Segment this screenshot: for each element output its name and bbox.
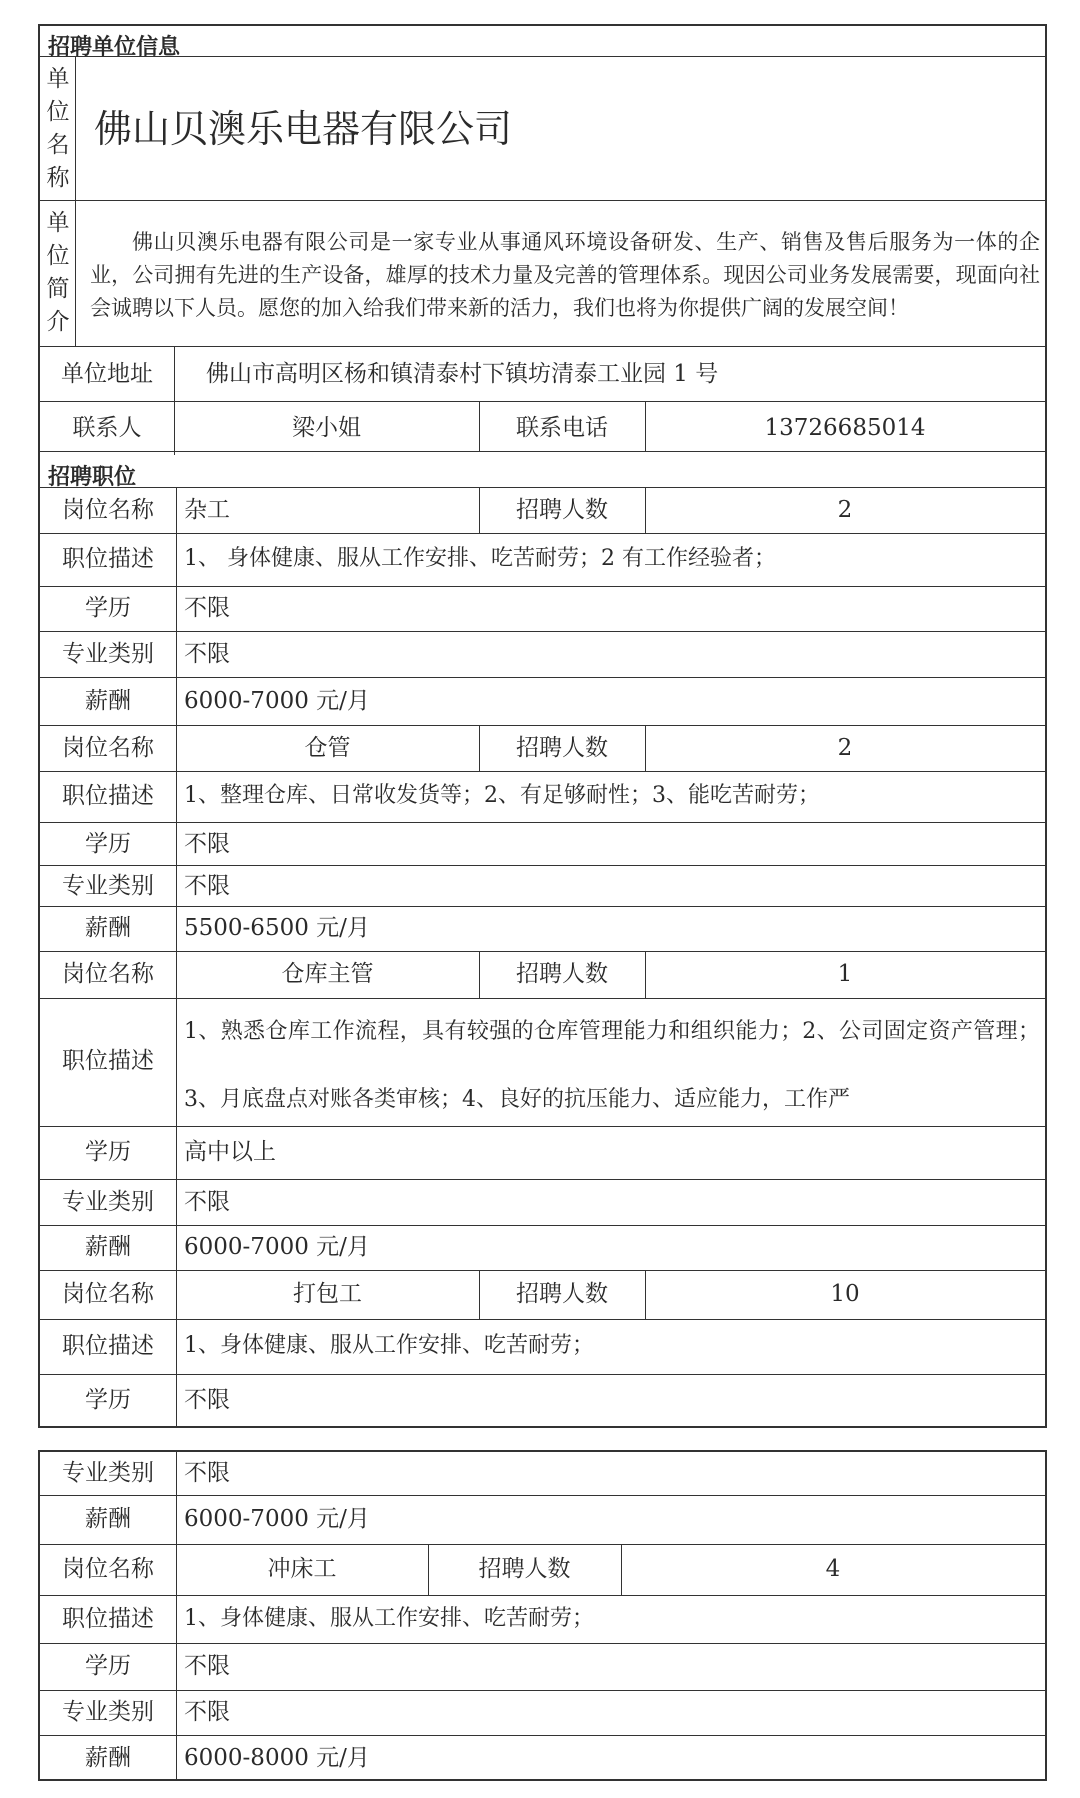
label-post: 岗位名称	[62, 1556, 154, 1582]
row-divider	[40, 1495, 1045, 1496]
label-unit-name: 单位名称	[46, 66, 70, 191]
label-desc: 职位描述	[62, 546, 154, 572]
label-phone: 联系电话	[516, 415, 608, 441]
label-desc: 职位描述	[62, 1048, 154, 1074]
section-title-unit: 招聘单位信息	[48, 34, 181, 60]
job-desc: 1、 身体健康、服从工作安排、吃苦耐劳；2 有工作经验者；	[184, 546, 776, 571]
row-divider	[40, 865, 1045, 866]
row-divider	[40, 1225, 1045, 1226]
label-post: 岗位名称	[62, 1281, 154, 1307]
label-edu: 学历	[85, 595, 131, 621]
row-divider	[40, 1179, 1045, 1180]
label-post: 岗位名称	[62, 961, 154, 987]
label-address: 单位地址	[61, 361, 153, 387]
label-unit-intro: 单位简介	[46, 210, 70, 335]
row-divider	[40, 725, 1045, 726]
job-salary: 6000-7000 元/月	[184, 1234, 370, 1260]
job-major: 不限	[184, 641, 230, 667]
row-divider	[40, 631, 1045, 632]
row-divider	[40, 906, 1045, 907]
label-major: 专业类别	[62, 1460, 154, 1486]
job-count: 2	[837, 735, 853, 761]
label-desc: 职位描述	[62, 1333, 154, 1359]
job-count: 1	[837, 961, 853, 987]
label-salary: 薪酬	[85, 915, 131, 941]
job-salary: 5500-6500 元/月	[184, 915, 370, 941]
job-desc: 1、身体健康、服从工作安排、吃苦耐劳；	[184, 1333, 594, 1358]
label-major: 专业类别	[62, 1699, 154, 1725]
job-salary: 6000-8000 元/月	[184, 1745, 370, 1771]
row-divider	[40, 451, 1045, 452]
label-contact: 联系人	[72, 415, 142, 441]
label-desc: 职位描述	[62, 1606, 154, 1632]
label-major: 专业类别	[62, 641, 154, 667]
label-count: 招聘人数	[516, 735, 608, 761]
row-divider	[40, 1735, 1045, 1736]
row-divider	[40, 1595, 1045, 1596]
job-edu: 不限	[184, 595, 230, 621]
label-desc: 职位描述	[62, 783, 154, 809]
section-title-jobs: 招聘职位	[48, 464, 137, 490]
job-major: 不限	[184, 1460, 230, 1486]
label-salary: 薪酬	[85, 1745, 131, 1771]
label-edu: 学历	[85, 1653, 131, 1679]
label-major: 专业类别	[62, 873, 154, 899]
row-divider	[40, 1270, 1045, 1271]
job-count: 2	[837, 497, 853, 523]
job-count: 10	[830, 1281, 860, 1307]
label-edu: 学历	[85, 1387, 131, 1413]
address: 佛山市高明区杨和镇清泰村下镇坊清泰工业园 1 号	[206, 361, 719, 387]
company-intro: 佛山贝澳乐电器有限公司是一家专业从事通风环境设备研发、生产、销售及售后服务为一体的企业，公司拥有先进的生产设备，雄厚的技术力量及完善的管理体系。现因公司业务发展需要，现面向社会诚聘以下人员。愿您的加入给我们带来新的活力，我们也将为你提供广阔的发展空间！	[90, 230, 1040, 320]
job-desc: 1、熟悉仓库工作流程，具有较强的仓库管理能力和组织能力；2、公司固定资产管理；3、月底盘点对账各类审核；4、良好的抗压能力、适应能力，工作严	[184, 1019, 1040, 1112]
row-divider	[40, 1374, 1045, 1375]
label-salary: 薪酬	[85, 1234, 131, 1260]
label-edu: 学历	[85, 1139, 131, 1165]
job-title: 打包工	[293, 1281, 362, 1307]
job-edu: 高中以上	[184, 1139, 276, 1165]
job-salary: 6000-7000 元/月	[184, 688, 370, 714]
contact-phone: 13726685014	[764, 415, 926, 441]
company-name: 佛山贝澳乐电器有限公司	[94, 107, 513, 151]
label-post: 岗位名称	[62, 735, 154, 761]
label-salary: 薪酬	[85, 1506, 131, 1532]
row-divider	[40, 200, 1045, 201]
job-major: 不限	[184, 1189, 230, 1215]
label-count: 招聘人数	[516, 961, 608, 987]
job-title: 仓管	[304, 735, 351, 761]
row-divider	[40, 1319, 1045, 1320]
job-title: 冲床工	[267, 1556, 337, 1582]
label-count: 招聘人数	[516, 497, 608, 523]
row-divider	[40, 586, 1045, 587]
row-divider	[40, 1126, 1045, 1127]
row-divider	[40, 346, 1045, 347]
job-title: 杂工	[184, 497, 230, 523]
label-count: 招聘人数	[478, 1556, 571, 1582]
job-desc: 1、整理仓库、日常收发货等；2、有足够耐性；3、能吃苦耐劳；	[184, 783, 820, 808]
job-count: 4	[825, 1556, 841, 1582]
row-divider	[40, 487, 1045, 488]
contact-name: 梁小姐	[292, 415, 361, 441]
col-divider	[176, 1451, 177, 1780]
job-major: 不限	[184, 1699, 230, 1725]
row-divider	[40, 533, 1045, 534]
row-divider	[40, 951, 1045, 952]
row-divider	[40, 677, 1045, 678]
row-divider	[40, 1690, 1045, 1691]
row-divider	[40, 771, 1045, 772]
job-desc: 1、身体健康、服从工作安排、吃苦耐劳；	[184, 1606, 594, 1631]
job-salary: 6000-7000 元/月	[184, 1506, 370, 1532]
label-post: 岗位名称	[62, 497, 154, 523]
row-divider	[40, 56, 1045, 57]
row-divider	[40, 1544, 1045, 1545]
job-edu: 不限	[184, 831, 230, 857]
job-edu: 不限	[184, 1653, 230, 1679]
job-title: 仓库主管	[281, 961, 374, 987]
label-edu: 学历	[85, 831, 131, 857]
label-count: 招聘人数	[516, 1281, 608, 1307]
label-major: 专业类别	[62, 1189, 154, 1215]
job-major: 不限	[184, 873, 230, 899]
row-divider	[40, 1643, 1045, 1644]
row-divider	[40, 822, 1045, 823]
label-salary: 薪酬	[85, 688, 131, 714]
row-divider	[40, 401, 1045, 402]
job-edu: 不限	[184, 1387, 230, 1413]
